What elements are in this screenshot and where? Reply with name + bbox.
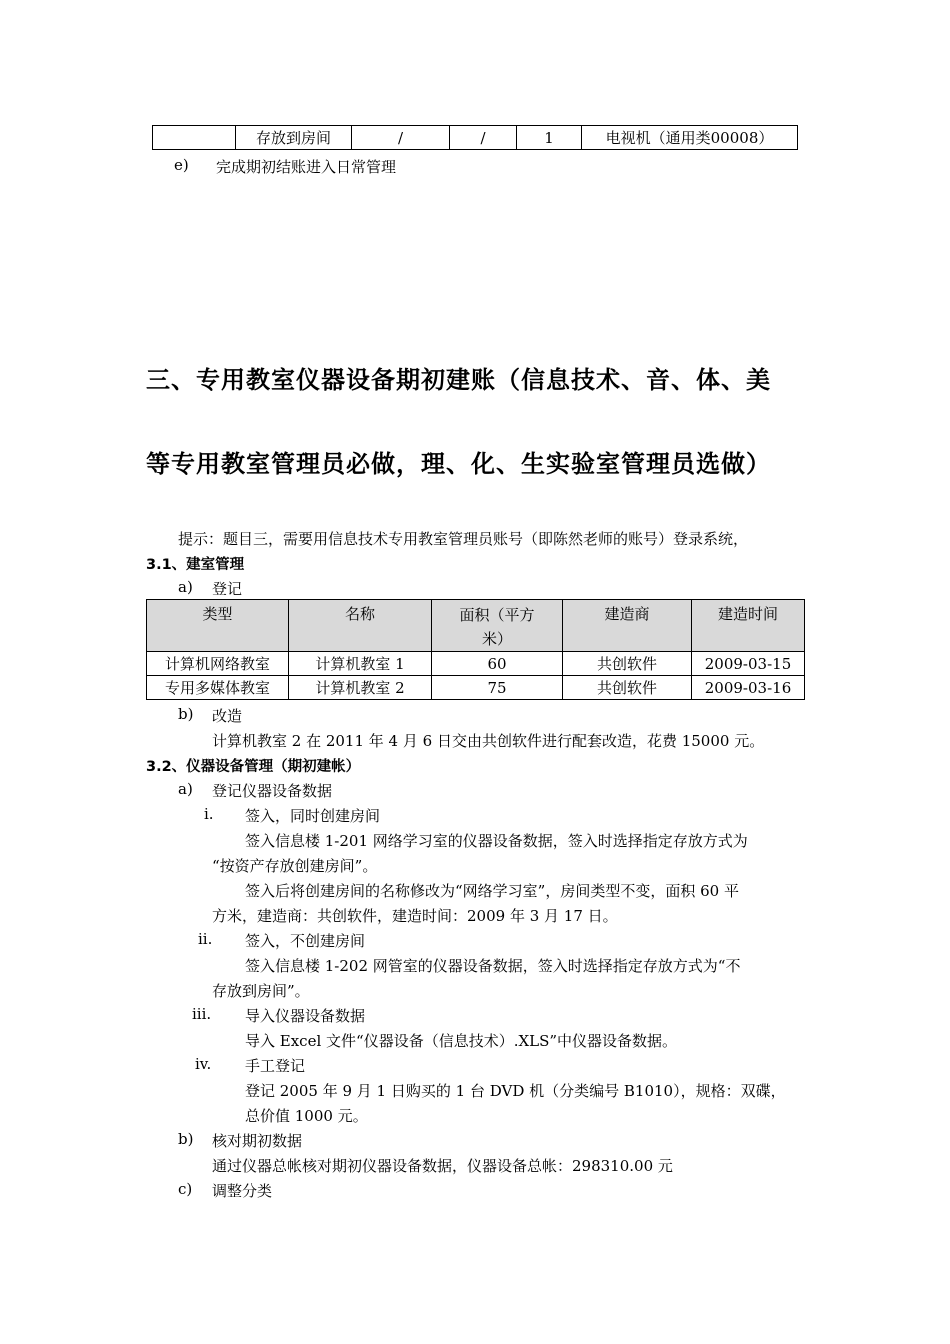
header-area <box>432 600 563 652</box>
s31-b-text: 改造 <box>212 707 243 725</box>
item-iii-marker: iii. <box>192 1005 212 1023</box>
header-build-time: 建造时间 <box>692 600 805 652</box>
item-i-p1-line1: 签入信息楼 1-201 网络学习室的仪器设备数据，签入时选择指定存放方式为 <box>245 832 748 850</box>
s32-b-text: 核对期初数据 <box>212 1132 303 1150</box>
s31-a-text: 登记 <box>212 580 243 598</box>
item-ii-title: 签入，不创建房间 <box>245 932 366 950</box>
header-area-line2: 米） <box>481 630 512 648</box>
header-builder: 建造商 <box>563 600 692 652</box>
section-3-1-title: 3.1、建室管理 <box>146 557 245 573</box>
header-name: 名称 <box>289 600 432 652</box>
table-cell: / <box>450 126 517 150</box>
item-iv-line1: 登记 2005 年 9 月 1 日购买的 1 台 DVD 机（分类编号 B1010），规格：双碟， <box>245 1082 786 1100</box>
item-i-p1-line2: “按资产存放创建房间”。 <box>212 857 378 875</box>
item-iv-title: 手工登记 <box>245 1057 306 1075</box>
item-ii-line2: 存放到房间”。 <box>212 982 310 1000</box>
s32-b-detail: 通过仪器总帐核对期初仪器设备数据，仪器设备总帐：298310.00 元 <box>212 1157 673 1175</box>
item-iii-line1: 导入 Excel 文件“仪器设备（信息技术）.XLS”中仪器设备数据。 <box>245 1032 678 1050</box>
top-table <box>152 125 798 150</box>
section-3-2-title: 3.2、仪器设备管理（期初建帐） <box>146 759 361 775</box>
table-cell: 1 <box>517 126 582 150</box>
item-i-marker: i. <box>204 805 214 823</box>
room-table <box>146 599 805 700</box>
table-cell: 60 <box>432 652 563 676</box>
s31-b-marker: b) <box>178 705 194 723</box>
s32-b-marker: b) <box>178 1130 194 1148</box>
section-heading-line2: 等专用教室管理员必做，理、化、生实验室管理员选做） <box>146 450 771 478</box>
table-cell: 共创软件 <box>563 652 692 676</box>
item-i-p2-line1: 签入后将创建房间的名称修改为“网络学习室”，房间类型不变，面积 60 平 <box>245 882 739 900</box>
s32-a-text: 登记仪器设备数据 <box>212 782 333 800</box>
step-e-text: 完成期初结账进入日常管理 <box>216 158 397 176</box>
table-cell: 存放到房间 <box>236 126 352 150</box>
table-cell: 共创软件 <box>563 676 692 700</box>
table-cell: 计算机网络教室 <box>147 652 289 676</box>
s32-c-marker: c) <box>178 1180 193 1198</box>
item-ii-marker: ii. <box>198 930 213 948</box>
item-iv-marker: iv. <box>195 1055 212 1073</box>
table-cell <box>153 126 236 150</box>
table-cell: 计算机教室 2 <box>289 676 432 700</box>
s31-b-detail: 计算机教室 2 在 2011 年 4 月 6 日交由共创软件进行配套改造，花费 15000 元。 <box>212 732 765 750</box>
table-cell: / <box>352 126 450 150</box>
s32-c-text: 调整分类 <box>212 1182 273 1200</box>
item-i-title: 签入，同时创建房间 <box>245 807 381 825</box>
s31-a-marker: a) <box>178 578 193 596</box>
table-cell: 电视机（通用类00008） <box>582 126 798 150</box>
table-row <box>153 126 798 150</box>
hint-text: 提示：题目三，需要用信息技术专用教室管理员账号（即陈然老师的账号）登录系统， <box>178 530 749 548</box>
header-type: 类型 <box>147 600 289 652</box>
header-area-line1: 面积（平方 <box>459 606 535 624</box>
item-i-p2-line2: 方米，建造商：共创软件，建造时间：2009 年 3 月 17 日。 <box>212 907 618 925</box>
table-row <box>147 652 805 676</box>
item-iv-line2: 总价值 1000 元。 <box>245 1107 368 1125</box>
item-iii-title: 导入仪器设备数据 <box>245 1007 366 1025</box>
table-cell: 2009-03-16 <box>692 676 805 700</box>
table-cell: 75 <box>432 676 563 700</box>
step-e-marker: e) <box>174 156 189 174</box>
table-cell: 计算机教室 1 <box>289 652 432 676</box>
item-ii-line1: 签入信息楼 1-202 网管室的仪器设备数据，签入时选择指定存放方式为“不 <box>245 957 741 975</box>
table-header-row <box>147 600 805 652</box>
s32-a-marker: a) <box>178 780 193 798</box>
section-heading-line1: 三、专用教室仪器设备期初建账（信息技术、音、体、美 <box>146 366 771 394</box>
table-cell: 2009-03-15 <box>692 652 805 676</box>
table-row <box>147 676 805 700</box>
table-cell: 专用多媒体教室 <box>147 676 289 700</box>
